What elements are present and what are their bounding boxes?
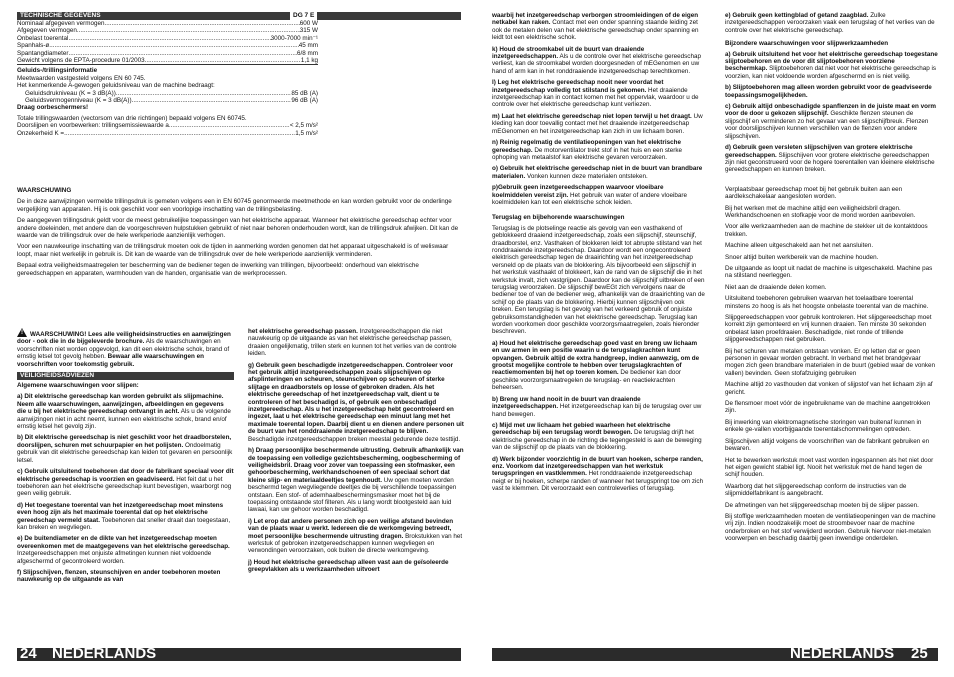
vibration-intro: Totale trillingswaarden (vectorsom van drie richtingen) bepaald volgens EN 60745. (17, 114, 247, 122)
safety-item-text: Vonken kunnen deze materialen ontsteken. (525, 172, 648, 180)
safety-item-heading: h) Draag persoonlijke beschermende uitrusting. Gebruik afhankelijk van de toepassing een volledige gezichtsbescherming, oogbescherming of veiligheidsbril. Draag voor zover van toepassing een stofmasker, een gehoorbescherming, werkhandschoenen of een speciaal schort dat kleine slijp- en materiaaldeeltjes tegenhoudt. (248, 447, 464, 484)
kickback-item (492, 456, 705, 493)
safety-item (248, 362, 464, 443)
safety-item-text: Contact met een onder spanning staande leiding zet ook de metalen delen van het elektrische gereedschap onder spanning en leidt tot een elektrische schok. (492, 19, 699, 42)
grinding-item-heading: a) Gebruik uitsluitend het voor het elektrische gereedschap toegestane slijptoebehoren en de voor dit slijptoebehoren voorziene beschermkap. (725, 50, 938, 73)
vibration-row (17, 130, 318, 137)
spec-row (17, 27, 318, 34)
leader-dots (132, 97, 292, 104)
vibration-row-value: < 2,5 m/s² (289, 122, 318, 130)
safety-item-heading: f) Slijpschijven, flenzen, steunschijven en ander toebehoren moeten nauwkeurig op de uitgaande as van (17, 568, 221, 584)
safety-item-text: Ondoelmatig gebruik van dit elektrische gereedschap kan leiden tot gevaren en persoonlijk letsel. (17, 441, 233, 464)
safety-item-heading: waarbij het inzetgereedschap verborgen stroomleidingen of de eigen netkabel kan raken. (492, 12, 699, 27)
safety-item (17, 535, 234, 565)
instruction-paragraph: Bij het schuren van metalen ontstaan vonken. Er op letten dat er geen personen in gevaar worden gebracht. In verband met het brandgevaar mogen zich geen brandbare materialen in de buurt (gebied waar de vonken vallen) bevinden. Geen stofafzuiging gebruiken (725, 347, 936, 377)
safety-item (492, 165, 705, 180)
right-column-1 (492, 12, 705, 497)
safety-item-text: Als u de controle over het elektrische gereedschap verliest, kan de stroomkabel worden doorgesneden of mEGenomen en uw hand of arm kan in het ronddraaiende inzetgereedschap terechtkomen. (492, 53, 701, 75)
right-items-a (492, 12, 705, 206)
instruction-paragraph: De uitgaande as loopt uit nadat de machine is uitgeschakeld. Machine pas na stilstand neerleggen. (725, 264, 933, 280)
spec-row-label: Gewicht volgens de EPTA-procedure 01/2003 (17, 57, 145, 65)
spec-row-value: 45 mm (298, 42, 318, 50)
alert-bold: WAARSCHUWING! Lees alle veiligheidsinstructies en aanwijzingen door - ook die in de bijgeleverde brochure. (17, 331, 231, 346)
safety-item-text: De motorventilator trekt stof in het huis en een sterke ophoping van metaalstof kan elektrische gevaren veroorzaken. (492, 146, 683, 161)
instruction-paragraph: Verplaatsbaar gereedschap moet bij het gebruik buiten aan een aardlekschakelaar aangesloten worden. (725, 185, 903, 201)
safety-item-heading: b) Dit elektrische gereedschap is niet geschikt voor het draadborstelen, doorslijpen, schuren met schuurpapier en het polijsten. (17, 434, 232, 449)
safety-item (248, 518, 464, 555)
alert-keep: Bewaar alle waarschuwingen en voorschriften voor toekomstig gebruik. (17, 353, 204, 368)
safety-column-1 (17, 328, 234, 588)
kickback-item (492, 396, 705, 418)
safety-item (17, 468, 234, 498)
spec-row-value: 1,1 kg (300, 57, 318, 65)
instruction-paragraph: Voor alle werkzaamheden aan de machine de stekker uit de kontaktdoos trekken. (725, 223, 928, 238)
spec-row (17, 42, 318, 49)
safety-item-heading: p)Gebruik geen inzetgereedschappen waarvoor vloeibare koelmiddelen vereist zijn. (492, 184, 664, 199)
leader-dots (68, 35, 270, 42)
instruction-paragraph: Waarborg dat het slijpgereedschap conform de instructies van de slijpmiddelfabrikant is aangebracht. (725, 482, 907, 498)
kickback-item (492, 422, 705, 452)
grinding-item-heading: c) Gebruik altijd onbeschadigde spanflenzen in de juiste maat en vorm voor de door u gekozen slijpschijf. (725, 103, 936, 118)
language-label-left: NEDERLANDS (52, 645, 157, 662)
instruction-paragraph: Bij het werken met de machine altijd een veiligheidsbril dragen. Werkhandschoenen en stofkapje voor de mond worden aanbevolen. (725, 204, 916, 219)
spec-row-label: Afgegeven vermogen (17, 27, 77, 35)
warning-paragraph: Voor een nauwkeurige inschatting van de trillingsdruk moeten ook de tijden in aanmerking worden genomen dat het apparaat uitgeschakeld is of weliswaar loopt, maar niet werkelijk in gebruik is. Dit kan de waarde van de trillingsdruk over de hele werkperiode aanzienlijk verminderen. (17, 243, 449, 258)
instruction-paragraph: Bij inwerking van elektromagnetische storingen van buitenaf kunnen in enkele ge-vallen voorbijgaande toerentalschommelingen optreden. (725, 418, 922, 434)
kickback-item-heading: a) Houd het elektrische gereedschap goed vast en breng uw lichaam en uw armen in een positie waarin u de terugslagkrachten kunt opvangen. Gebruik altijd de extra handgreep, indien aanwezig, om de grootst mogelijke controle te hebben over terugslagkrachten of reactiemomenten bij het op toeren komen. (492, 339, 700, 377)
safety-column-2 (248, 328, 464, 578)
safety-item-text: Inzetgereedschappen met onjuiste afmetingen kunnen niet voldoende afgeschermd of gecontroleerd worden. (17, 550, 212, 565)
grinding-item-heading: b) Slijptoebehoren mag alleen worden gebruikt voor de geadviseerde toepassingsmogelijkheden. (725, 84, 932, 99)
spec-row-value: 3000-7000 min⁻¹ (270, 34, 318, 42)
specs-block (17, 12, 461, 137)
instruction-paragraph: Machine altijd zo vasthouden dat vonken of slijpstof van het lichaam zijn af gericht. (725, 381, 933, 396)
kickback-item (725, 12, 938, 34)
spec-row-value: 315 W (299, 27, 318, 35)
safety-item-heading: i) Let erop dat andere personen zich op een veilige afstand bevinden van de plaats waar u werkt. Iedereen die de werkomgeving betreedt, moet persoonlijke beschermende uitrusting dragen. (248, 517, 454, 540)
instruction-paragraph: Slijpgereedschappen voor gebruik kontroleren. Het slijpgereedschap moet korrekt zijn gemonteerd en vrij kunnen draaien. Ten minste 30 sekonden onbelast laten proefdraaien. Beschadigde, niet ronde of trillende slijpgereedschappen niet gebruiken. (725, 314, 932, 344)
spec-row-label: Spantangdiameter (17, 49, 69, 57)
safety-item-heading: a) Dit elektrische gereedschap kan worden gebruikt als slijpmachine. Neem alle waarschuwingen, aanwijzingen, afbeeldingen en gegevens die u bij het elektrische gereedschap ontvangt in acht. (17, 393, 224, 416)
noise-list (17, 90, 318, 105)
safety-item-text: Uw ogen moeten worden beschermd tegen wegvliegende deeltjes die bij verschillende toepassingen ontstaan. Een stof- of ademhaalbeschermingsmasker moet het bij de toepassing ontstaande stof filteren. Als u lang wordt blootgesteld aan luid lawaai, kan uw gehoor worden beschadigd. (248, 476, 457, 514)
kickback-item (492, 340, 705, 392)
vibration-row (17, 122, 318, 129)
kickback-item-heading: e) Gebruik geen kettingblad of getand zaagblad. (725, 12, 869, 19)
safety-item-heading: c) Gebruik uitsluitend toebehoren dat door de fabrikant speciaal voor dit elektrische gereedschap is voorzien en geadviseerd. (17, 468, 234, 483)
safety-item (248, 328, 464, 358)
safety-item-text: Beschadigde inzetgereedschappen breken meestal gedurende deze testtijd. (248, 435, 461, 443)
safety-item (492, 46, 705, 76)
safety-item-heading: j) Houd het elektrische gereedschap alleen vast aan de geïsoleerde greepvlakken als u werkzaamheden uitvoert (248, 558, 449, 574)
spec-list (17, 20, 318, 64)
safety-item-heading: het elektrische gereedschap passen. (248, 328, 358, 335)
kickback-item-heading: b) Breng uw hand nooit in de buurt van draaiende inzetgereedschappen. (492, 395, 641, 411)
page-number-left: 24 (20, 645, 37, 662)
safety-items-1 (17, 393, 234, 583)
grinding-item-heading: d) Gebruik geen versleten slijpschijven van grotere elektrische gereedschappen. (725, 144, 913, 159)
grinding-item (725, 144, 938, 174)
instruction-paragraph: Het te bewerken werkstuk moet vast worden ingespannen als het niet door het eigen gewicht stabiel ligt. Nooit het werkstuk met de hand tegen de schijf houden. (725, 456, 934, 479)
noise-row-value: 85 dB (A) (291, 89, 318, 97)
safety-item (492, 184, 705, 206)
warning-paragraph: De in deze aanwijzingen vermelde trillingsdruk is gemeten volgens een in EN 60745 genormeerde meetmethode en kan worden gebruikt voor de onderlinge vergelijking van apparaten. Hij is ook geschikt voor een voorlopige inschatting van de trillingsbelasting. (17, 198, 452, 213)
leader-dots (116, 90, 292, 97)
safety-item-text: Het feit dat u het toebehoren aan het elektrische gereedschap kunt bevestigen, waarborgt nog geen veilig gebruik. (17, 475, 232, 498)
noise-row-label: Geluidsdrukniveau (K = 3 dB(A)) (25, 89, 116, 97)
spec-row (17, 57, 318, 64)
safety-item (492, 139, 705, 161)
vibration-row-label: Onzekerheid K = (17, 129, 65, 137)
instruction-paragraph: Slijpschijven altijd volgens de voorschriften van de fabrikant gebruiken en bewaren. (725, 437, 930, 453)
safety-item (492, 113, 705, 135)
noise-intro2: Het kenmerkende A-gewogen geluidsniveau van de machine bedraagt: (17, 82, 215, 90)
grinding-item (725, 103, 938, 140)
safety-item (17, 569, 234, 584)
warning-paragraph: Bepaal extra veiligheidsmaatregelen ter bescherming van de bediener tegen de inwerking van trillingen, bijvoorbeeld: onderhoud van elektrische gereedschappen en apparaten, warmhouden van de handen, organisatie van de werkprocessen. (17, 262, 419, 277)
language-label-right: NEDERLANDS (790, 645, 895, 662)
right-column-2 (725, 12, 938, 547)
safety-item-text: Inzetgereedschappen die niet nauwkeurig op de uitgaande as van het elektrische gereedschap passen, draaien ongelijkmatig, trillen sterk en kunnen tot het verlies van de controle leiden. (248, 328, 457, 358)
kickback-item-text: Het ronddraaiende inzetgereedschap neigt er bij hoeken, scherpe randen of wanneer het terugspringt toe om zich vast te klemmen. Dit veroorzaakt een controleverlies of terugslag. (492, 470, 704, 493)
safety-item-heading: g) Gebruik geen beschadigde inzetgereedschappen. Controleer voor het gebruik altijd inzetgereedschappen zoals slijpschijven op afsplinteringen en scheuren, steunschijven op scheuren of sterke slijtage en draadborstels op losse of gebroken draden. Als het elektrische gereedschap of het inzetgereedschap valt, dient u te controleren of het beschadigd is, of gebruik een onbeschadigd inzetgereedschap. Als u het inzetgereedschap hebt gecontroleerd en ingezet, laat u het elektrische gereedschap een minuut lang met het maximale toerental lopen. Daarbij dient u en dienen andere personen uit de buurt van het ronddraaiende inzetgereedschap te blijven. (248, 361, 464, 436)
vibration-row-value: 1,5 m/s² (295, 129, 318, 137)
spec-row-value: 6/8 mm (297, 49, 318, 57)
safety-item-heading: e) De buitendiameter en de dikte van het inzetgereedschap moeten overeenkomen met de maatgegevens van het elektrische gereedschap. (17, 535, 230, 550)
alert-text: Als de waarschuwingen en voorschriften niet worden opgevolgd, kan dit een elektrische schok, brand of ernstig letsel tot gevolg hebben. (17, 338, 230, 361)
kickback-item-text: De bediener kan door geschikte voorzorgsmaatregelen de terugslag- en reactiekrachten beheersen. (492, 369, 681, 392)
noise-row (25, 97, 318, 104)
noise-title: Geluids-/trillingsinformatie (17, 67, 98, 75)
kickback-item-heading: d) Werk bijzonder voorzichtig in de buurt van hoeken, scherpe randen, enz. Voorkom dat inzetgereedschappen van het werkstuk terugspringen en vastklemmen. (492, 455, 703, 478)
model-label: DG 7 E (290, 12, 317, 20)
instruction-paragraph: Machine alleen uitgeschakeld aan het net aansluiten. (725, 242, 874, 250)
safety-item-heading: n) Reinig regelmatig de ventilatieopeningen van het elektrische gereedschap. (492, 139, 681, 154)
leader-dots (77, 27, 300, 34)
noise-intro: Meetwaarden vastgesteld volgens EN 60 745. (17, 74, 146, 82)
noise-row-label: Geluidsvermogenniveau (K = 3 dB(A)) (25, 97, 132, 105)
safety-item-heading: m) Laat het elektrische gereedschap niet lopen terwijl u het draagt. (492, 112, 692, 120)
instruction-paragraph: De flensmoer moet vóór de ingebruikname van de machine aangetrokken zijn. (725, 400, 931, 415)
leader-dots (169, 122, 290, 129)
safety-sub: Algemene waarschuwingen voor slijpen: (17, 382, 139, 390)
safety-item (492, 79, 705, 109)
warning-paragraph: De aangegeven trillingsdruk geldt voor de meest gebruikelijke toepassingen van het elektrische apparaat. Wanneer het elektrische gereedschap echter voor andere doeleinden, met andere dan de voorgeschreven hulpstukken gebruikt of niet naar behoren onderhouden wordt, kan de trillingsdruk afwijken. Dit kan de waarde van de trillingsdruk over de hele werkperiode aanzienlijk verhogen. (17, 217, 459, 240)
instruction-paragraph: De afmetingen van het slijpgereedschap moeten bij de slijper passen. (725, 501, 919, 509)
warning-block (17, 187, 461, 281)
kickback-item-heading: c) Mijd met uw lichaam het gebied waarheen het elektrische gereedschap bij een terugslag wordt bewogen. (492, 421, 671, 437)
safety-item (492, 12, 705, 42)
safety-item (248, 559, 464, 574)
safety-item (17, 393, 234, 430)
kickback-item-text: Het inzetgereedschap kan bij de terugslag over uw hand bewegen. (492, 403, 702, 418)
specs-title: TECHNISCHE GEGEVENS (20, 12, 101, 19)
right-items-b (492, 340, 705, 493)
safety-item-heading: o) Gebruik het elektrische gereedschap niet in de buurt van brandbare materialen. (492, 165, 703, 180)
grinding-title: Bijzondere waarschuwingen voor slijpwerkzaamheden (725, 40, 889, 48)
safety-item (17, 434, 234, 464)
spec-row-label: Onbelast toerental (17, 34, 69, 42)
safety-item-text: Het draaiende inzetgereedschap kan in contact komen met het oppervlak, waardoor u de controle over het elektrische gereedschap kunt verliezen. (492, 86, 699, 109)
grinding-item (725, 51, 938, 81)
safety-item-heading: d) Het toegestane toerental van het inzetgereedschap moet minstens even hoog zijn als het maximale toerental dat op het elektrische gereedschap vermeld staat. (17, 501, 224, 524)
leader-dots (68, 50, 297, 57)
leader-dots (105, 20, 300, 27)
noise-row (25, 90, 318, 97)
spec-row-label: Spanhals-ø (17, 42, 50, 50)
grinding-item (725, 84, 938, 99)
safety-item-text: Brokstukken van het werkstuk of gebroken inzetgereedschappen kunnen wegvliegen en verwondingen veroorzaken, ook buiten de directe werkomgeving. (248, 532, 463, 555)
noise-row-value: 96 dB (A) (291, 97, 318, 105)
instruction-paragraph: Snoer altijd buiten werkbereik van de machine houden. (725, 253, 879, 261)
alert-box (17, 328, 234, 368)
right-items-d (725, 51, 938, 174)
leader-dots (145, 57, 301, 64)
right-items-c (725, 12, 938, 34)
spec-row-value: 600 W (299, 20, 318, 27)
spec-row (17, 50, 318, 57)
safety-items-2 (248, 328, 464, 574)
grinding-item-text: Slijptoebehoren dat niet voor het elektrische gereedschap is voorzien, kan niet voldoende worden afgeschermd en is niet veilig. (725, 65, 937, 80)
vibration-list (17, 122, 318, 137)
page-number-right: 25 (911, 645, 928, 662)
grinding-item-text: Slijpschijven voor grotere elektrische gereedschappen zijn niet geconstrueerd voor de hogere toerentallen van kleinere elektrische gereedschappen en kunnen breken. (725, 151, 935, 174)
grinding-item-text: Geschikte flenzen steunen de slijpschijf en verminderen zo het gevaar van een slijpschijfbreuk. Flenzen voor doorslijpschijven kunnen verschillen van de flenzen voor andere slijpschijven. (725, 110, 929, 140)
safety-item-text: Als u de volgende aanwijzingen niet in acht neemt, kunnen een elektrische schok, brand en/of ernstig letsel het gevolg zijn. (17, 408, 231, 431)
safety-item-heading: l) Leg het elektrische gereedschap nooit neer voordat het inzetgereedschap volledig tot stilstand is gekomen. (492, 79, 664, 94)
kickback-item-text: De terugslag drijft het elektrische gereedschap in de richting die tegengesteld is aan de beweging van de slijpschijf op de plaats van de blokkering. (492, 429, 702, 452)
kickback-text: Terugslag is de plotselinge reactie als gevolg van een vasthakend of geblokkeerd draaiend inzetgereedschap, zoals een slijpschijf, steunschijf, draadborstel, enz. Vasthaken of blokkeren leidt tot abrupte stilstand van het ronddraaiende inzetgereedschap. Daardoor wordt een ongecontroleerd elektrisch gereedschap tegen de draairichting van het inzetgereedschap versneld op de plaats van de blokkering. Als bijvoorbeeld een slijpschijf in het werkstuk vasthaakt of blokkeert, kan de rand van de slijpschijf die in het werkstuk invalt, zich vastgrijpen. Daardoor kan de slijpschijf uitbreken of een terugslag veroorzaken. De slijpschijf bewEGt zich vervolgens naar de bediener toe of van de bediener weg, afhankelijk van de draairichting van de schijf op de plaats van de blokkering. Hierbij kunnen slijpschijven ook breken. Een terugslag is het gevolg van het verkeerd gebruik of onjuiste gebruiksomstandigheden van het elektrische gereedschap. Terugslag kan worden voorkomen door geschikte voorzorgsmaatregelen, zoals hieronder beschreven. (492, 224, 705, 336)
vibration-row-label: Doorslijpen en voorbewerken: trillingsemissiewaarde a (17, 122, 169, 130)
leader-dots (49, 42, 299, 49)
leader-dots (64, 130, 295, 137)
kickback-title: Terugslag en bijbehorende waarschuwingen (492, 214, 625, 222)
warning-heading: WAARSCHUWING (17, 187, 72, 194)
warning-triangle-icon: ! (17, 328, 27, 337)
warning-paragraphs (17, 198, 461, 277)
safety-header: VEILIGHEIDSADVIEZEN (17, 372, 234, 380)
safety-item-text: Het gebruik van water of andere vloeibare koelmiddelen kan tot een elektrische schok leiden. (492, 191, 687, 206)
specs-header (17, 12, 461, 20)
right-paragraphs (725, 186, 938, 543)
safety-item (17, 502, 234, 532)
kickback-item-text: Zulke inzetgereedschappen veroorzaken vaak een terugslag of het verlies van de controle over het elektrische gereedschap. (725, 12, 935, 34)
ear-protection: Draag oorbeschermers! (17, 104, 89, 112)
instruction-paragraph: Niet aan de draaiende delen komen. (725, 283, 827, 291)
instruction-paragraph: Uitsluitend toebehoren gebruiken waarvan het toelaatbare toerental minstens zo hoog is als het hoogste onbelaste toerental van de machine. (725, 295, 929, 310)
spec-row (17, 20, 318, 27)
spec-row-label: Nominaal afgegeven vermogen (17, 20, 105, 27)
safety-item-text: Uw kleding kan door toevallig contact met het draaiende inzetgereedschap mEGenomen en het inzetgereedschap kan zich in uw lichaam boren. (492, 112, 703, 135)
safety-item-heading: k) Houd de stroomkabel uit de buurt van draaiende inzetgereedschappen. (492, 45, 645, 61)
instruction-paragraph: Bij stoffige werkzaamheden moeten de ventilatieopeningen van de machine vrij zijn. Indien noodzakelijk moet de stroombevoer naar de machine onderbroken en het stof verwijderd worden. Gebruik hiervoor niet-metalen voorwerpen en beschadig daarbij geen inwendige onderdelen. (725, 512, 936, 543)
spec-row (17, 35, 318, 42)
safety-item (248, 447, 464, 514)
safety-item-text: Toebehoren dat sneller draait dan toegestaan, kan breken en wegvliegen. (17, 516, 231, 531)
